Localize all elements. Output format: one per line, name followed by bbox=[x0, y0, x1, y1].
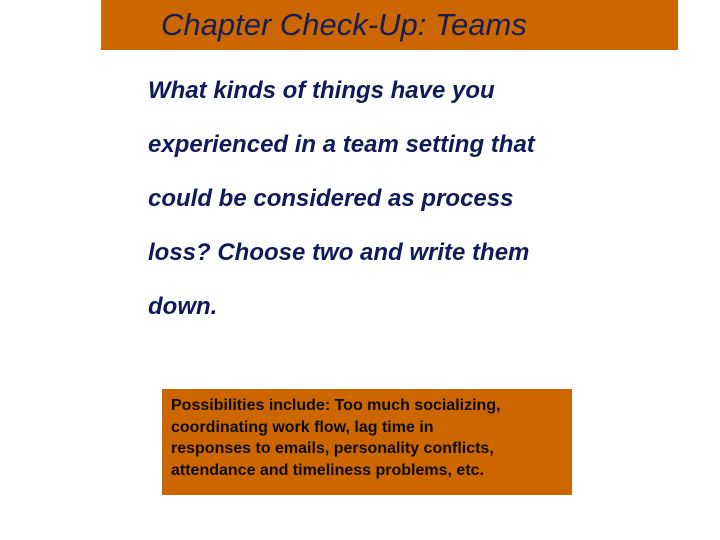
slide-title: Chapter Check-Up: Teams bbox=[161, 7, 527, 42]
question-line: What kinds of things have you bbox=[148, 77, 495, 104]
answer-line: attendance and timeliness problems, etc. bbox=[171, 461, 484, 479]
answer-line: coordinating work flow, lag time in bbox=[171, 418, 434, 436]
answer-text bbox=[171, 395, 572, 481]
question-line: loss? Choose two and write them bbox=[148, 239, 530, 266]
title-bar bbox=[101, 0, 678, 50]
answer-box bbox=[162, 389, 572, 495]
question-line: could be considered as process bbox=[148, 185, 514, 212]
answer-line: Possibilities include: Too much socializing, bbox=[171, 397, 501, 414]
question-line: down. bbox=[148, 293, 218, 320]
question-line: experienced in a team setting that bbox=[148, 131, 535, 158]
question-text bbox=[148, 64, 688, 334]
answer-line: responses to emails, personality conflicts, bbox=[171, 440, 494, 457]
